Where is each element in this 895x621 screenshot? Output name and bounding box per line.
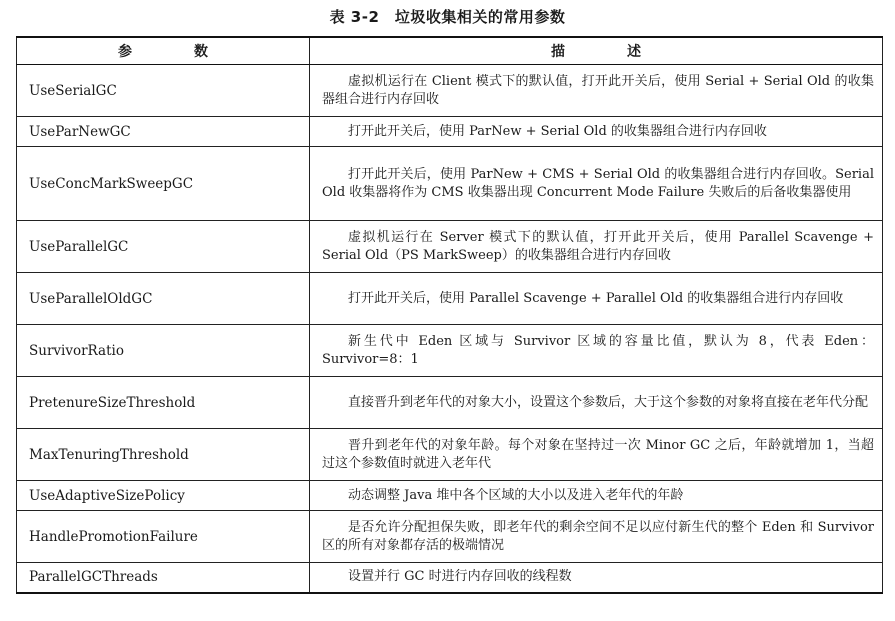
- param-cell: UseParallelOldGC: [17, 273, 310, 325]
- desc-cell: 打开此开关后，使用 ParNew + CMS + Serial Old 的收集器组合进行内存回收。Serial Old 收集器将作为 CMS 收集器出现 Concurrent Mode Failure 失败后的后备收集器使用: [310, 147, 883, 221]
- desc-cell: 打开此开关后，使用 ParNew + Serial Old 的收集器组合进行内存回收: [310, 117, 883, 147]
- param-cell: PretenureSizeThreshold: [17, 377, 310, 429]
- table-row: [17, 511, 883, 563]
- table-row: [17, 563, 883, 593]
- desc-cell: 设置并行 GC 时进行内存回收的线程数: [310, 563, 883, 593]
- table-row: [17, 325, 883, 377]
- desc-cell: 动态调整 Java 堆中各个区域的大小以及进入老年代的年龄: [310, 481, 883, 511]
- desc-cell: 是否允许分配担保失败，即老年代的剩余空间不足以应付新生代的整个 Eden 和 Survivor 区的所有对象都存活的极端情况: [310, 511, 883, 563]
- desc-cell: 新生代中 Eden 区域与 Survivor 区域的容量比值，默认为 8，代表 Eden：Survivor=8：1: [310, 325, 883, 377]
- param-cell: UseConcMarkSweepGC: [17, 147, 310, 221]
- desc-cell: 虚拟机运行在 Server 模式下的默认值，打开此开关后，使用 Parallel Scavenge + Serial Old（PS MarkSweep）的收集器组合进行内存回收: [310, 221, 883, 273]
- table-row: [17, 147, 883, 221]
- table-row: [17, 65, 883, 117]
- param-cell: SurvivorRatio: [17, 325, 310, 377]
- header-desc: [310, 37, 883, 65]
- desc-cell: 虚拟机运行在 Client 模式下的默认值，打开此开关后，使用 Serial + Serial Old 的收集器组合进行内存回收: [310, 65, 883, 117]
- table-row: [17, 429, 883, 481]
- desc-cell: 打开此开关后，使用 Parallel Scavenge + Parallel Old 的收集器组合进行内存回收: [310, 273, 883, 325]
- table-row: [17, 273, 883, 325]
- param-cell: UseParallelGC: [17, 221, 310, 273]
- table-row: [17, 377, 883, 429]
- desc-cell: 晋升到老年代的对象年龄。每个对象在坚持过一次 Minor GC 之后，年龄就增加 1，当超过这个参数值时就进入老年代: [310, 429, 883, 481]
- param-cell: UseAdaptiveSizePolicy: [17, 481, 310, 511]
- table-row: [17, 481, 883, 511]
- table-row: [17, 221, 883, 273]
- param-cell: ParallelGCThreads: [17, 563, 310, 593]
- param-cell: UseParNewGC: [17, 117, 310, 147]
- table-header-row: [17, 37, 883, 65]
- param-cell: UseSerialGC: [17, 65, 310, 117]
- header-param-label: 参 数: [118, 44, 232, 60]
- header-param: [17, 37, 310, 65]
- param-cell: MaxTenuringThreshold: [17, 429, 310, 481]
- desc-cell: 直接晋升到老年代的对象大小，设置这个参数后，大于这个参数的对象将直接在老年代分配: [310, 377, 883, 429]
- header-desc-label: 描 述: [551, 44, 665, 60]
- gc-params-table: [16, 36, 883, 594]
- table-caption: 表 3-2 垃圾收集相关的常用参数: [329, 8, 566, 26]
- table-row: [17, 117, 883, 147]
- param-cell: HandlePromotionFailure: [17, 511, 310, 563]
